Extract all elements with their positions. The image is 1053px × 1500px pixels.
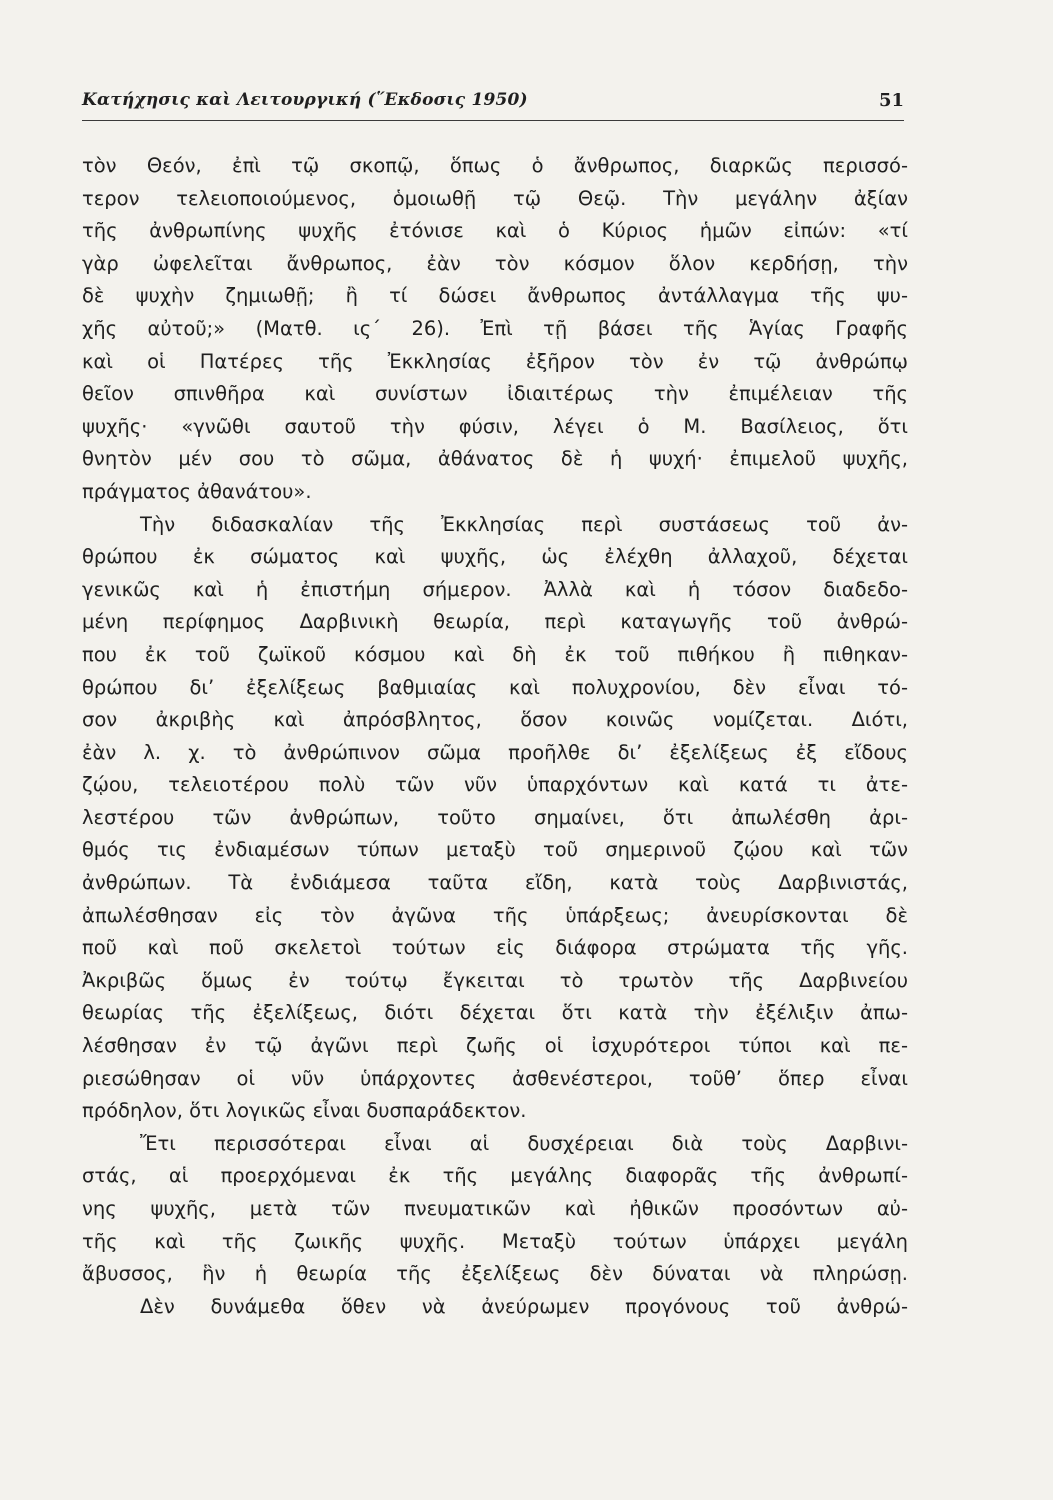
text-line: σον ἀκριβὴς καὶ ἀπρόσβλητος, ὅσον κοινῶς νομίζεται. Διότι, — [82, 708, 908, 732]
text-line: δὲ ψυχὴν ζημιωθῇ; ἢ τί δώσει ἄνθρωπος ἀντάλλαγμα τῆς ψυ- — [82, 284, 908, 308]
text-line: θνητὸν μέν σου τὸ σῶμα, ἀθάνατος δὲ ἡ ψυχή· ἐπιμελοῦ ψυχῆς, — [82, 447, 908, 471]
text-line: λεστέρου τῶν ἀνθρώπων, τοῦτο σημαίνει, ὅτι ἀπωλέσθη ἀρι- — [82, 805, 908, 829]
text-line: ἄβυσσος, ἣν ἡ θεωρία τῆς ἐξελίξεως δὲν δύναται νὰ πληρώσῃ. — [82, 1262, 908, 1286]
text-line: θρώπου δι’ ἐξελίξεως βαθμιαίας καὶ πολυχρονίου, δὲν εἶναι τό- — [82, 675, 908, 699]
text-line: στάς, αἱ προερχόμεναι ἐκ τῆς μεγάλης διαφορᾶς τῆς ἀνθρωπί- — [82, 1164, 908, 1188]
text-line: τῆς ἀνθρωπίνης ψυχῆς ἐτόνισε καὶ ὁ Κύριος ἡμῶν εἰπών: «τί — [82, 219, 908, 243]
text-line: νης ψυχῆς, μετὰ τῶν πνευματικῶν καὶ ἠθικῶν προσόντων αὐ- — [82, 1197, 908, 1220]
text-line: χῆς αὐτοῦ;» (Ματθ. ις΄ 26). Ἐπὶ τῇ βάσει τῆς Ἁγίας Γραφῆς — [82, 316, 908, 340]
text-line: Ἔτι περισσότεραι εἶναι αἱ δυσχέρειαι διὰ τοὺς Δαρβινι- — [140, 1131, 908, 1155]
text-line: που ἐκ τοῦ ζωϊκοῦ κόσμου καὶ δὴ ἐκ τοῦ πιθήκου ἢ πιθηκαν- — [82, 642, 908, 666]
text-line: τερον τελειοποιούμενος, ὁμοιωθῇ τῷ Θεῷ. Τὴν μεγάλην ἀξίαν — [82, 186, 908, 210]
text-line: τῆς καὶ τῆς ζωικῆς ψυχῆς. Μεταξὺ τούτων ὑπάρχει μεγάλη — [82, 1229, 908, 1253]
text-line: θεῖον σπινθῆρα καὶ συνίστων ἰδιαιτέρως τὴν ἐπιμέλειαν τῆς — [82, 382, 908, 406]
text-line: τὸν Θεόν, ἐπὶ τῷ σκοπῷ, ὅπως ὁ ἄνθρωπος, διαρκῶς περισσό- — [82, 154, 908, 177]
text-line: ἐὰν λ. χ. τὸ ἀνθρώπινον σῶμα προῆλθε δι’ ἐξελίξεως ἐξ εἴδους — [82, 740, 908, 764]
text-line: Ἀκριβῶς ὅμως ἐν τούτῳ ἔγκειται τὸ τρωτὸν τῆς Δαρβινείου — [82, 968, 908, 992]
text-line: πρόδηλον, ὅτι λογικῶς εἶναι δυσπαράδεκτον. — [82, 1099, 527, 1123]
text-line: γενικῶς καὶ ἡ ἐπιστήμη σήμερον. Ἀλλὰ καὶ ἡ τόσον διαδεδο- — [82, 577, 908, 601]
text-line: μένη περίφημος Δαρβινικὴ θεωρία, περὶ καταγωγῆς τοῦ ἀνθρώ- — [82, 610, 908, 634]
body-text — [82, 150, 908, 1323]
text-line: καὶ οἱ Πατέρες τῆς Ἐκκλησίας ἐξῆρον τὸν ἐν τῷ ἀνθρώπῳ — [82, 349, 908, 373]
text-line: γὰρ ὠφελεῖται ἄνθρωπος, ἐὰν τὸν κόσμον ὅλον κερδήσῃ, τὴν — [82, 251, 908, 275]
text-line: θρώπου ἐκ σώματος καὶ ψυχῆς, ὡς ἐλέχθη ἀλλαχοῦ, δέχεται — [82, 545, 908, 569]
text-line: ριεσώθησαν οἱ νῦν ὑπάρχοντες ἀσθενέστεροι, τοῦθ’ ὅπερ εἶναι — [82, 1066, 908, 1090]
text-line: ποῦ καὶ ποῦ σκελετοὶ τούτων εἰς διάφορα στρώματα τῆς γῆς. — [82, 936, 908, 960]
text-line: ψυχῆς· «γνῶθι σαυτοῦ τὴν φύσιν, λέγει ὁ Μ. Βασίλειος, ὅτι — [82, 414, 908, 438]
text-line: ἀπωλέσθησαν εἰς τὸν ἀγῶνα τῆς ὑπάρξεως; ἀνευρίσκονται δὲ — [82, 903, 908, 927]
running-title: Κατήχησις καὶ Λειτουργική (῞Εκδοσις 1950) — [82, 90, 528, 110]
text-line: ἀνθρώπων. Τὰ ἐνδιάμεσα ταῦτα εἴδη, κατὰ τοὺς Δαρβινιστάς, — [82, 871, 908, 895]
text-line: Δὲν δυνάμεθα ὅθεν νὰ ἀνεύρωμεν προγόνους τοῦ ἀνθρώ- — [140, 1294, 908, 1318]
text-line: ζῴου, τελειοτέρου πολὺ τῶν νῦν ὑπαρχόντων καὶ κατά τι ἀτε- — [82, 773, 908, 797]
text-line: πράγματος ἀθανάτου». — [82, 479, 312, 503]
running-header — [82, 86, 904, 121]
text-line: Τὴν διδασκαλίαν τῆς Ἐκκλησίας περὶ συστάσεως τοῦ ἀν- — [140, 512, 908, 536]
text-line: λέσθησαν ἐν τῷ ἀγῶνι περὶ ζωῆς οἱ ἰσχυρότεροι τύποι καὶ πε- — [82, 1034, 908, 1058]
text-line: θεωρίας τῆς ἐξελίξεως, διότι δέχεται ὅτι κατὰ τὴν ἐξέλιξιν ἀπω- — [82, 1001, 908, 1025]
page-number: 51 — [878, 90, 904, 111]
text-line: θμός τις ἐνδιαμέσων τύπων μεταξὺ τοῦ σημερινοῦ ζῴου καὶ τῶν — [82, 838, 908, 862]
